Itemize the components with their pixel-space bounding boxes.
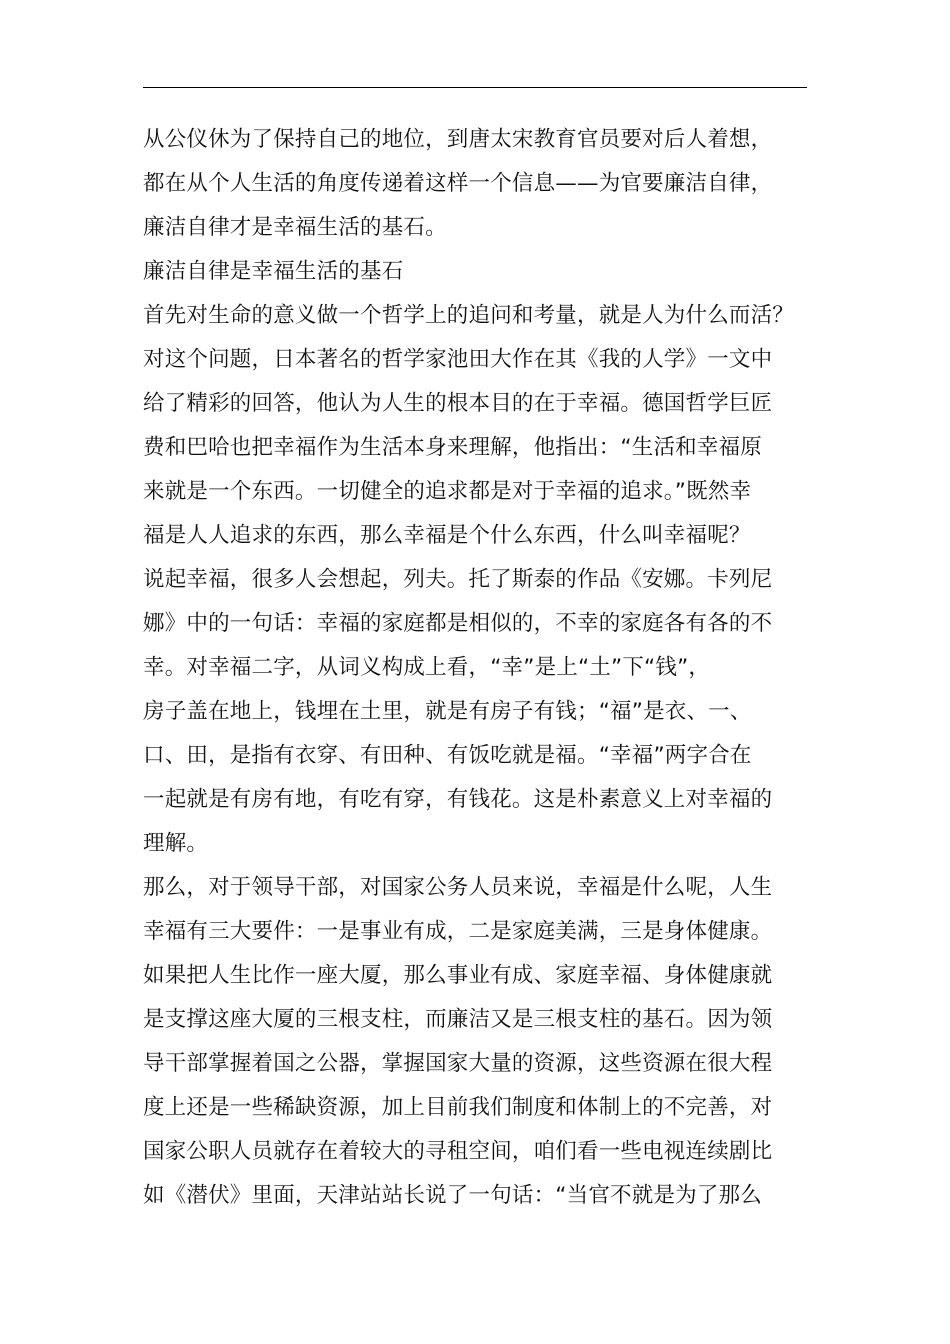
header-rule [143,87,807,88]
text-line: 说起幸福，很多人会想起，列夫。托了斯泰的作品《安娜。卡列尼 [143,567,773,592]
text-line: 如果把人生比作一座大厦，那么事业有成、家庭幸福、身体健康就 [143,963,773,988]
text-line: 幸。对幸福二字，从词义构成上看，“幸”是上“土”下“钱”， [143,655,711,680]
text-line: 幸福有三大要件：一是事业有成，二是家庭美满，三是身体健康。 [143,919,773,944]
text-line: 廉洁自律才是幸福生活的基石。 [143,215,447,240]
text-line: 福是人人追求的东西，那么幸福是个什么东西，什么叫幸福呢？ [143,523,751,548]
text-line: 首先对生命的意义做一个哲学上的追问和考量，就是人为什么而活？ [143,303,795,328]
text-line: 都在从个人生活的角度传递着这样一个信息——为官要廉洁自律， [143,171,773,196]
text-line: 来就是一个东西。一切健全的追求都是对于幸福的追求。”既然幸 [143,479,752,504]
text-line: 国家公职人员就存在着较大的寻租空间，咱们看一些电视连续剧比 [143,1139,773,1164]
text-line: 一起就是有房有地，有吃有穿，有钱花。这是朴素意义上对幸福的 [143,787,773,812]
text-line: 廉洁自律是幸福生活的基石 [143,259,404,284]
text-line: 是支撑这座大厦的三根支柱，而廉洁又是三根支柱的基石。因为领 [143,1007,773,1032]
text-line: 娜》中的一句话：幸福的家庭都是相似的，不幸的家庭各有各的不 [143,611,773,636]
body-text [143,118,833,1218]
text-line: 口、田，是指有衣穿、有田种、有饭吃就是福。“幸福”两字合在 [143,743,752,768]
text-line: 从公仪休为了保持自己的地位，到唐太宋教育官员要对后人着想， [143,127,773,152]
text-line: 度上还是一些稀缺资源，加上目前我们制度和体制上的不完善，对 [143,1095,773,1120]
text-line: 导干部掌握着国之公器，掌握国家大量的资源，这些资源在很大程 [143,1051,773,1076]
text-line: 费和巴哈也把幸福作为生活本身来理解，他指出：“生活和幸福原 [143,435,762,460]
text-line: 理解。 [143,831,209,856]
text-line: 给了精彩的回答，他认为人生的根本目的在于幸福。德国哲学巨匠 [143,391,773,416]
text-line: 如《潜伏》里面，天津站站长说了一句话：“当官不就是为了那么 [143,1183,762,1208]
text-line: 对这个问题，日本著名的哲学家池田大作在其《我的人学》一文中 [143,347,773,372]
text-line: 那么，对于领导干部，对国家公务人员来说，幸福是什么呢，人生 [143,875,773,900]
text-line: 房子盖在地上，钱埋在土里，就是有房子有钱；“福”是衣、一、 [143,699,752,724]
